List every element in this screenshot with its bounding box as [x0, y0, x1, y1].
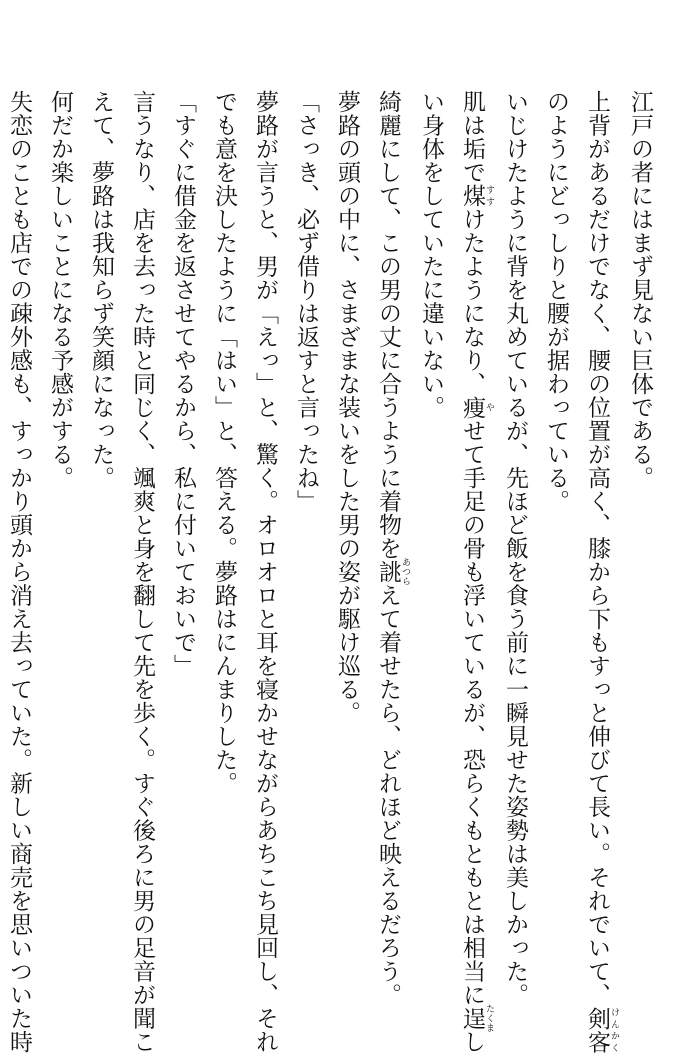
text-line-1 — [619, 90, 660, 970]
ruby-reading: あつら — [400, 557, 410, 586]
text-segment: 何だか楽しいことになる予感がする。 — [47, 90, 73, 490]
ruby-reading: けんかく — [609, 1006, 619, 1054]
text-line-9 — [285, 90, 326, 970]
text-line-15 — [39, 90, 80, 970]
text-segment: 肌は垢で — [459, 90, 485, 184]
ruby-atsura — [375, 557, 410, 586]
text-line-3 — [535, 90, 576, 970]
text-segment: えて着せたら、どれほど映えるだろう。 — [375, 583, 401, 1007]
ruby-reading: や — [484, 395, 494, 419]
ruby-reading: たくま — [484, 1004, 494, 1033]
text-line-14 — [80, 90, 121, 970]
ruby-takuma — [459, 1004, 494, 1033]
text-line-16 — [0, 90, 39, 1054]
text-segment: 「すぐに借金を返させてやるから、私に付いておいで」 — [170, 90, 196, 678]
text-line-8 — [326, 90, 367, 970]
text-segment: い身体をしていたに違いない。 — [418, 90, 444, 419]
text-line-11 — [203, 90, 244, 970]
text-segment: 上背があるだけでなく、腰の位置が高く、膝から下もすっと伸びて長い。それでいて、 — [584, 90, 610, 1007]
text-line-4 — [494, 90, 535, 1007]
text-segment: 失恋のことも店での疎外感も、すっかり頭から消え去っていた。新しい商売を思いついた時 — [6, 90, 32, 1054]
text-segment: えて、夢路は我知らず笑顔になった。 — [88, 90, 114, 490]
text-line-10 — [244, 90, 285, 1054]
ruby-base: 逞 — [459, 1004, 485, 1033]
text-segment: のようにどっしりと腰が据わっている。 — [543, 90, 569, 513]
text-segment: 江戸の者にはまず見ない巨体である。 — [627, 90, 653, 490]
text-line-13 — [121, 90, 162, 1054]
text-line-6 — [410, 90, 451, 970]
text-segment: 言うなり、店を去った時と同じく、颯爽と身を翻して先を歩く。すぐ後ろに男の足音が聞こ — [129, 90, 155, 1054]
ruby-base: 痩 — [459, 395, 485, 419]
text-segment: 夢路の頭の中に、さまざまな装いをした男の姿が駆け巡る。 — [334, 90, 360, 725]
text-segment: せて手足の骨も浮いているが、恐らくもともとは相当に — [459, 419, 485, 1007]
ruby-base: 剣客 — [584, 1006, 610, 1054]
text-segment: いじけたように背を丸めているが、先ほど飯を食う前に一瞬見せた姿勢は美しかった。 — [502, 90, 528, 1007]
text-line-7 — [367, 90, 410, 1007]
ruby-kenkaku — [584, 1006, 619, 1054]
text-segment: 夢路が言うと、男が「えっ」と、驚く。オロオロと耳を寝かせながらあちこち見回し、それ — [252, 90, 278, 1054]
text-segment: 綺麗にして、この男の丈に合うように着物を — [375, 90, 401, 560]
text-segment: でも意を決したように「はい」と、答える。夢路はにんまりした。 — [211, 90, 237, 795]
ruby-base: 煤 — [459, 184, 485, 208]
text-segment: 「さっき、必ず借りは返すと言ったね」 — [293, 90, 319, 513]
text-line-12 — [162, 90, 203, 970]
vertical-text-body — [0, 90, 660, 1054]
ruby-base: 誂 — [375, 557, 401, 586]
text-segment: けたようになり、 — [459, 207, 485, 396]
ruby-reading: すす — [484, 184, 494, 208]
text-line-5 — [451, 90, 494, 1054]
text-segment: し — [459, 1030, 485, 1054]
text-line-2 — [576, 90, 619, 1054]
ruby-ya — [459, 395, 494, 420]
ruby-susu — [459, 184, 494, 208]
